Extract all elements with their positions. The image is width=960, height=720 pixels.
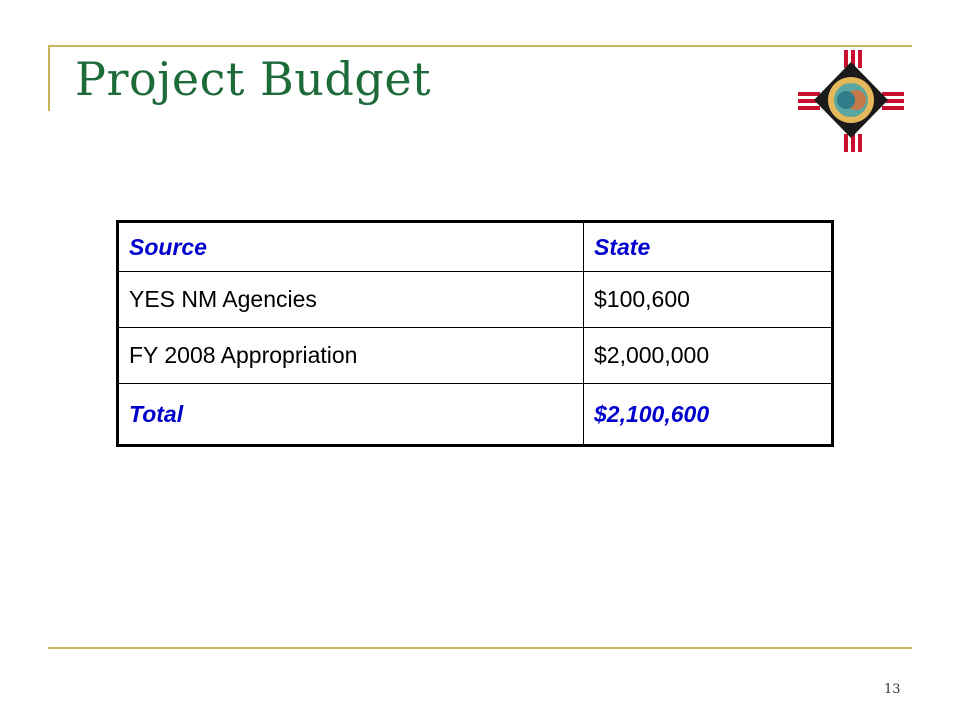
row-source: YES NM Agencies	[118, 272, 584, 328]
slide-title: Project Budget	[75, 52, 432, 106]
title-accent-bar	[48, 45, 50, 111]
bottom-divider	[48, 647, 912, 649]
total-amount: $2,100,600	[584, 384, 833, 446]
header-source: Source	[118, 222, 584, 272]
budget-table	[116, 220, 834, 447]
table-total-row	[118, 384, 833, 446]
row-state-amount: $100,600	[584, 272, 833, 328]
top-divider	[48, 45, 912, 47]
table-row	[118, 272, 833, 328]
table-row	[118, 328, 833, 384]
row-state-amount: $2,000,000	[584, 328, 833, 384]
row-source: FY 2008 Appropriation	[118, 328, 584, 384]
nm-human-services-logo	[798, 50, 904, 152]
total-label: Total	[118, 384, 584, 446]
table-header-row	[118, 222, 833, 272]
header-state: State	[584, 222, 833, 272]
page-number: 13	[884, 682, 901, 697]
